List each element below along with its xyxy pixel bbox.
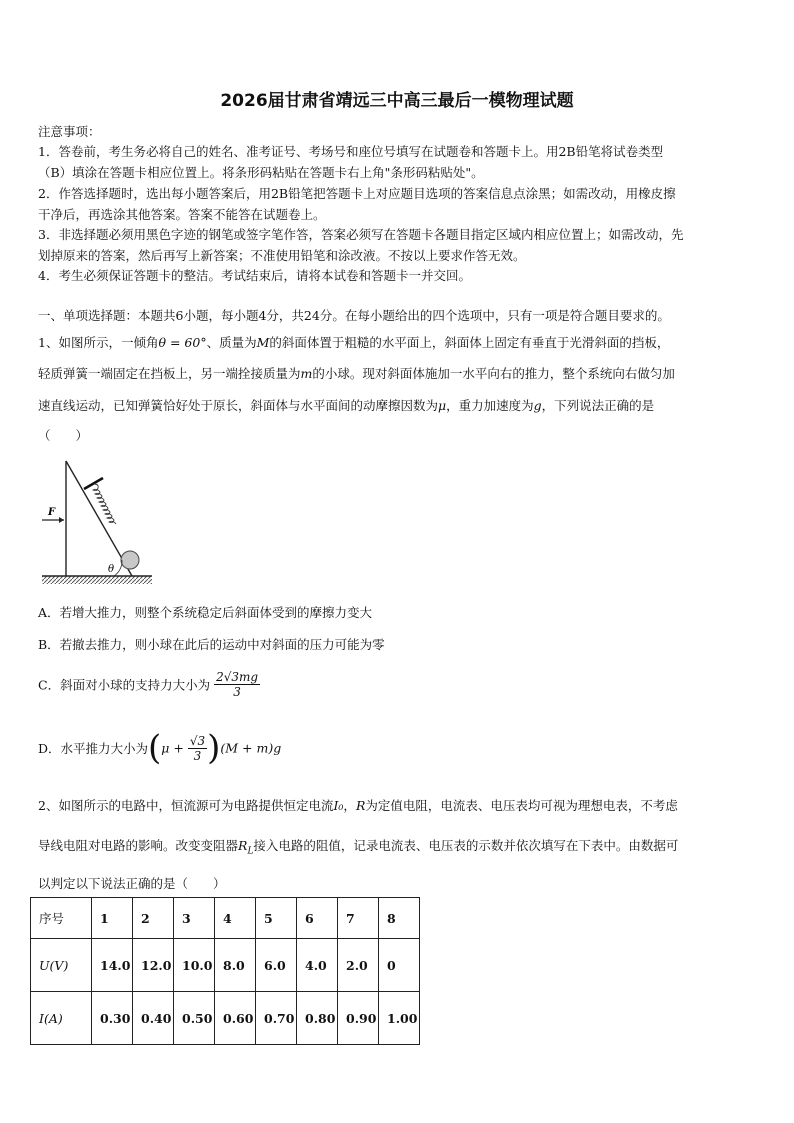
current-I0: I₀ <box>333 798 344 813</box>
table-cell: 10.0 <box>174 939 215 992</box>
data-table <box>30 897 420 1045</box>
q2-text: 接入电路的阻值，记录电流表、电压表的示数并依次填写在下表中。由数据可 <box>253 838 679 853</box>
option-d-mu: μ + <box>161 740 184 756</box>
table-cell: 7 <box>338 898 379 939</box>
table-cell: 4 <box>215 898 256 939</box>
notice-line-4: 干净后，再选涂其他答案。答案不能答在试题卷上。 <box>38 207 326 222</box>
table-cell: 0 <box>379 939 420 992</box>
q1-text: 轻质弹簧一端固定在挡板上，另一端拴接质量为 <box>38 366 301 381</box>
theta-expr: θ = 60° <box>158 335 207 350</box>
rheostat-subscript: L <box>247 846 254 857</box>
mass-m: m <box>300 366 313 381</box>
q2-text: 导线电阻对电路的影响。改变变阻器 <box>38 838 239 853</box>
frac-denominator: 3 <box>193 748 202 763</box>
q1-text: 的斜面体置于粗糙的水平面上，斜面体上固定有垂直于光滑斜面的挡板， <box>269 335 670 350</box>
mass-M: M <box>256 335 270 350</box>
q1-text: 的小球。现对斜面体施加一水平向右的推力，整个系统向右做匀加 <box>312 366 675 381</box>
table-cell: 0.80 <box>297 992 338 1045</box>
table-cell: 0.70 <box>256 992 297 1045</box>
option-d-tail: (M + m)g <box>220 740 282 756</box>
q1-line-3 <box>38 396 654 414</box>
table-row <box>31 898 420 939</box>
force-label: F <box>48 507 56 518</box>
notice-line-6: 划掉原来的答案，然后再写上新答案；不准使用铅笔和涂改液。不按以上要求作答无效。 <box>38 248 526 263</box>
table-cell: 1.00 <box>379 992 420 1045</box>
table-cell: 4.0 <box>297 939 338 992</box>
ball <box>121 551 139 569</box>
table-cell: 0.50 <box>174 992 215 1045</box>
frac-numerator: √3 <box>189 733 206 748</box>
table-cell: 0.90 <box>338 992 379 1045</box>
table-cell: 3 <box>174 898 215 939</box>
table-row <box>31 939 420 992</box>
option-c <box>38 670 260 699</box>
q1-text: 1、如图所示，一倾角 <box>38 335 159 350</box>
option-d <box>38 728 281 768</box>
notice-heading: 注意事项： <box>38 124 101 139</box>
q1-text: ，重力加速度为 <box>446 398 534 413</box>
table-cell: 14.0 <box>92 939 133 992</box>
table-cell: 12.0 <box>133 939 174 992</box>
page-title: 2026届甘肃省靖远三中高三最后一模物理试题 <box>220 91 574 111</box>
frac-numerator: 2√3mg <box>216 670 259 684</box>
q2-text: ， <box>343 798 356 813</box>
option-a: A．若增大推力，则整个系统稳定后斜面体受到的摩擦力变大 <box>38 605 373 620</box>
option-c-text: C．斜面对小球的支持力大小为 <box>38 677 211 693</box>
resistor-R: R <box>355 798 366 813</box>
frac-denominator: 3 <box>233 685 241 699</box>
table-cell: 0.30 <box>92 992 133 1045</box>
q2-text: 2、如图所示的电路中，恒流源可为电路提供恒定电流 <box>38 798 334 813</box>
notice-line-1: 1．答卷前，考生务必将自己的姓名、准考证号、考场号和座位号填写在试题卷和答题卡上。用2B铅笔将试卷类型 <box>38 144 664 159</box>
table-cell: 6 <box>297 898 338 939</box>
option-d-text: D．水平推力大小为 <box>38 741 149 756</box>
table-cell: 5 <box>256 898 297 939</box>
spring <box>93 484 116 524</box>
q1-text: ，下列说法正确的是 <box>541 398 655 413</box>
table-cell: 8 <box>379 898 420 939</box>
angle-label: θ <box>108 564 115 575</box>
paren-close: ) <box>207 728 221 768</box>
table-row <box>31 992 420 1045</box>
mu-symbol: μ <box>438 398 447 413</box>
ground-hatch <box>42 576 152 584</box>
section-heading: 一、单项选择题：本题共6小题，每小题4分，共24分。在每小题给出的四个选项中，只有一项是符合题目要求的。 <box>38 308 670 323</box>
notice-line-5: 3．非选择题必须用黑色字迹的钢笔或签字笔作答，答案必须写在答题卡各题目指定区域内相应位置上；如需改动，先 <box>38 227 684 242</box>
force-arrow-head <box>59 517 64 523</box>
q1-line-1 <box>38 333 669 351</box>
q1-text: 、质量为 <box>206 335 257 350</box>
table-cell: I(A) <box>31 992 92 1045</box>
rheostat-RL: R <box>238 838 248 853</box>
table-cell: 序号 <box>31 898 92 939</box>
notice-line-3: 2．作答选择题时，选出每小题答案后，用2B铅笔把答题卡上对应题目选项的答案信息点涂黑；如需改动，用橡皮擦 <box>38 186 676 201</box>
option-d-fraction <box>188 734 207 763</box>
q1-line-2 <box>38 364 675 382</box>
table-cell: U(V) <box>31 939 92 992</box>
q2-line-2 <box>38 836 678 857</box>
table-cell: 2.0 <box>338 939 379 992</box>
q2-line-1 <box>38 796 678 814</box>
table-cell: 8.0 <box>215 939 256 992</box>
baffle <box>84 478 103 489</box>
table-cell: 0.60 <box>215 992 256 1045</box>
q2-text: 为定值电阻，电流表、电压表均可视为理想电表，不考虑 <box>365 798 678 813</box>
q1-text: 速直线运动，已知弹簧恰好处于原长，斜面体与水平面间的动摩擦因数为 <box>38 398 439 413</box>
paren-open: ( <box>148 728 162 768</box>
q1-blank: （ ） <box>38 428 89 443</box>
table-cell: 1 <box>92 898 133 939</box>
option-c-fraction <box>214 670 260 699</box>
table-cell: 0.40 <box>133 992 174 1045</box>
g-symbol: g <box>533 398 542 413</box>
notice-line-2: （B）填涂在答题卡相应位置上。将条形码粘贴在答题卡右上角"条形码粘贴处"。 <box>38 165 484 180</box>
table-cell: 6.0 <box>256 939 297 992</box>
incline-figure <box>40 455 155 590</box>
option-b: B．若撤去推力，则小球在此后的运动中对斜面的压力可能为零 <box>38 637 385 652</box>
notice-line-7: 4．考生必须保证答题卡的整洁。考试结束后，请将本试卷和答题卡一并交回。 <box>38 268 471 283</box>
table-cell: 2 <box>133 898 174 939</box>
q2-line-3: 以判定以下说法正确的是（ ） <box>38 876 226 891</box>
